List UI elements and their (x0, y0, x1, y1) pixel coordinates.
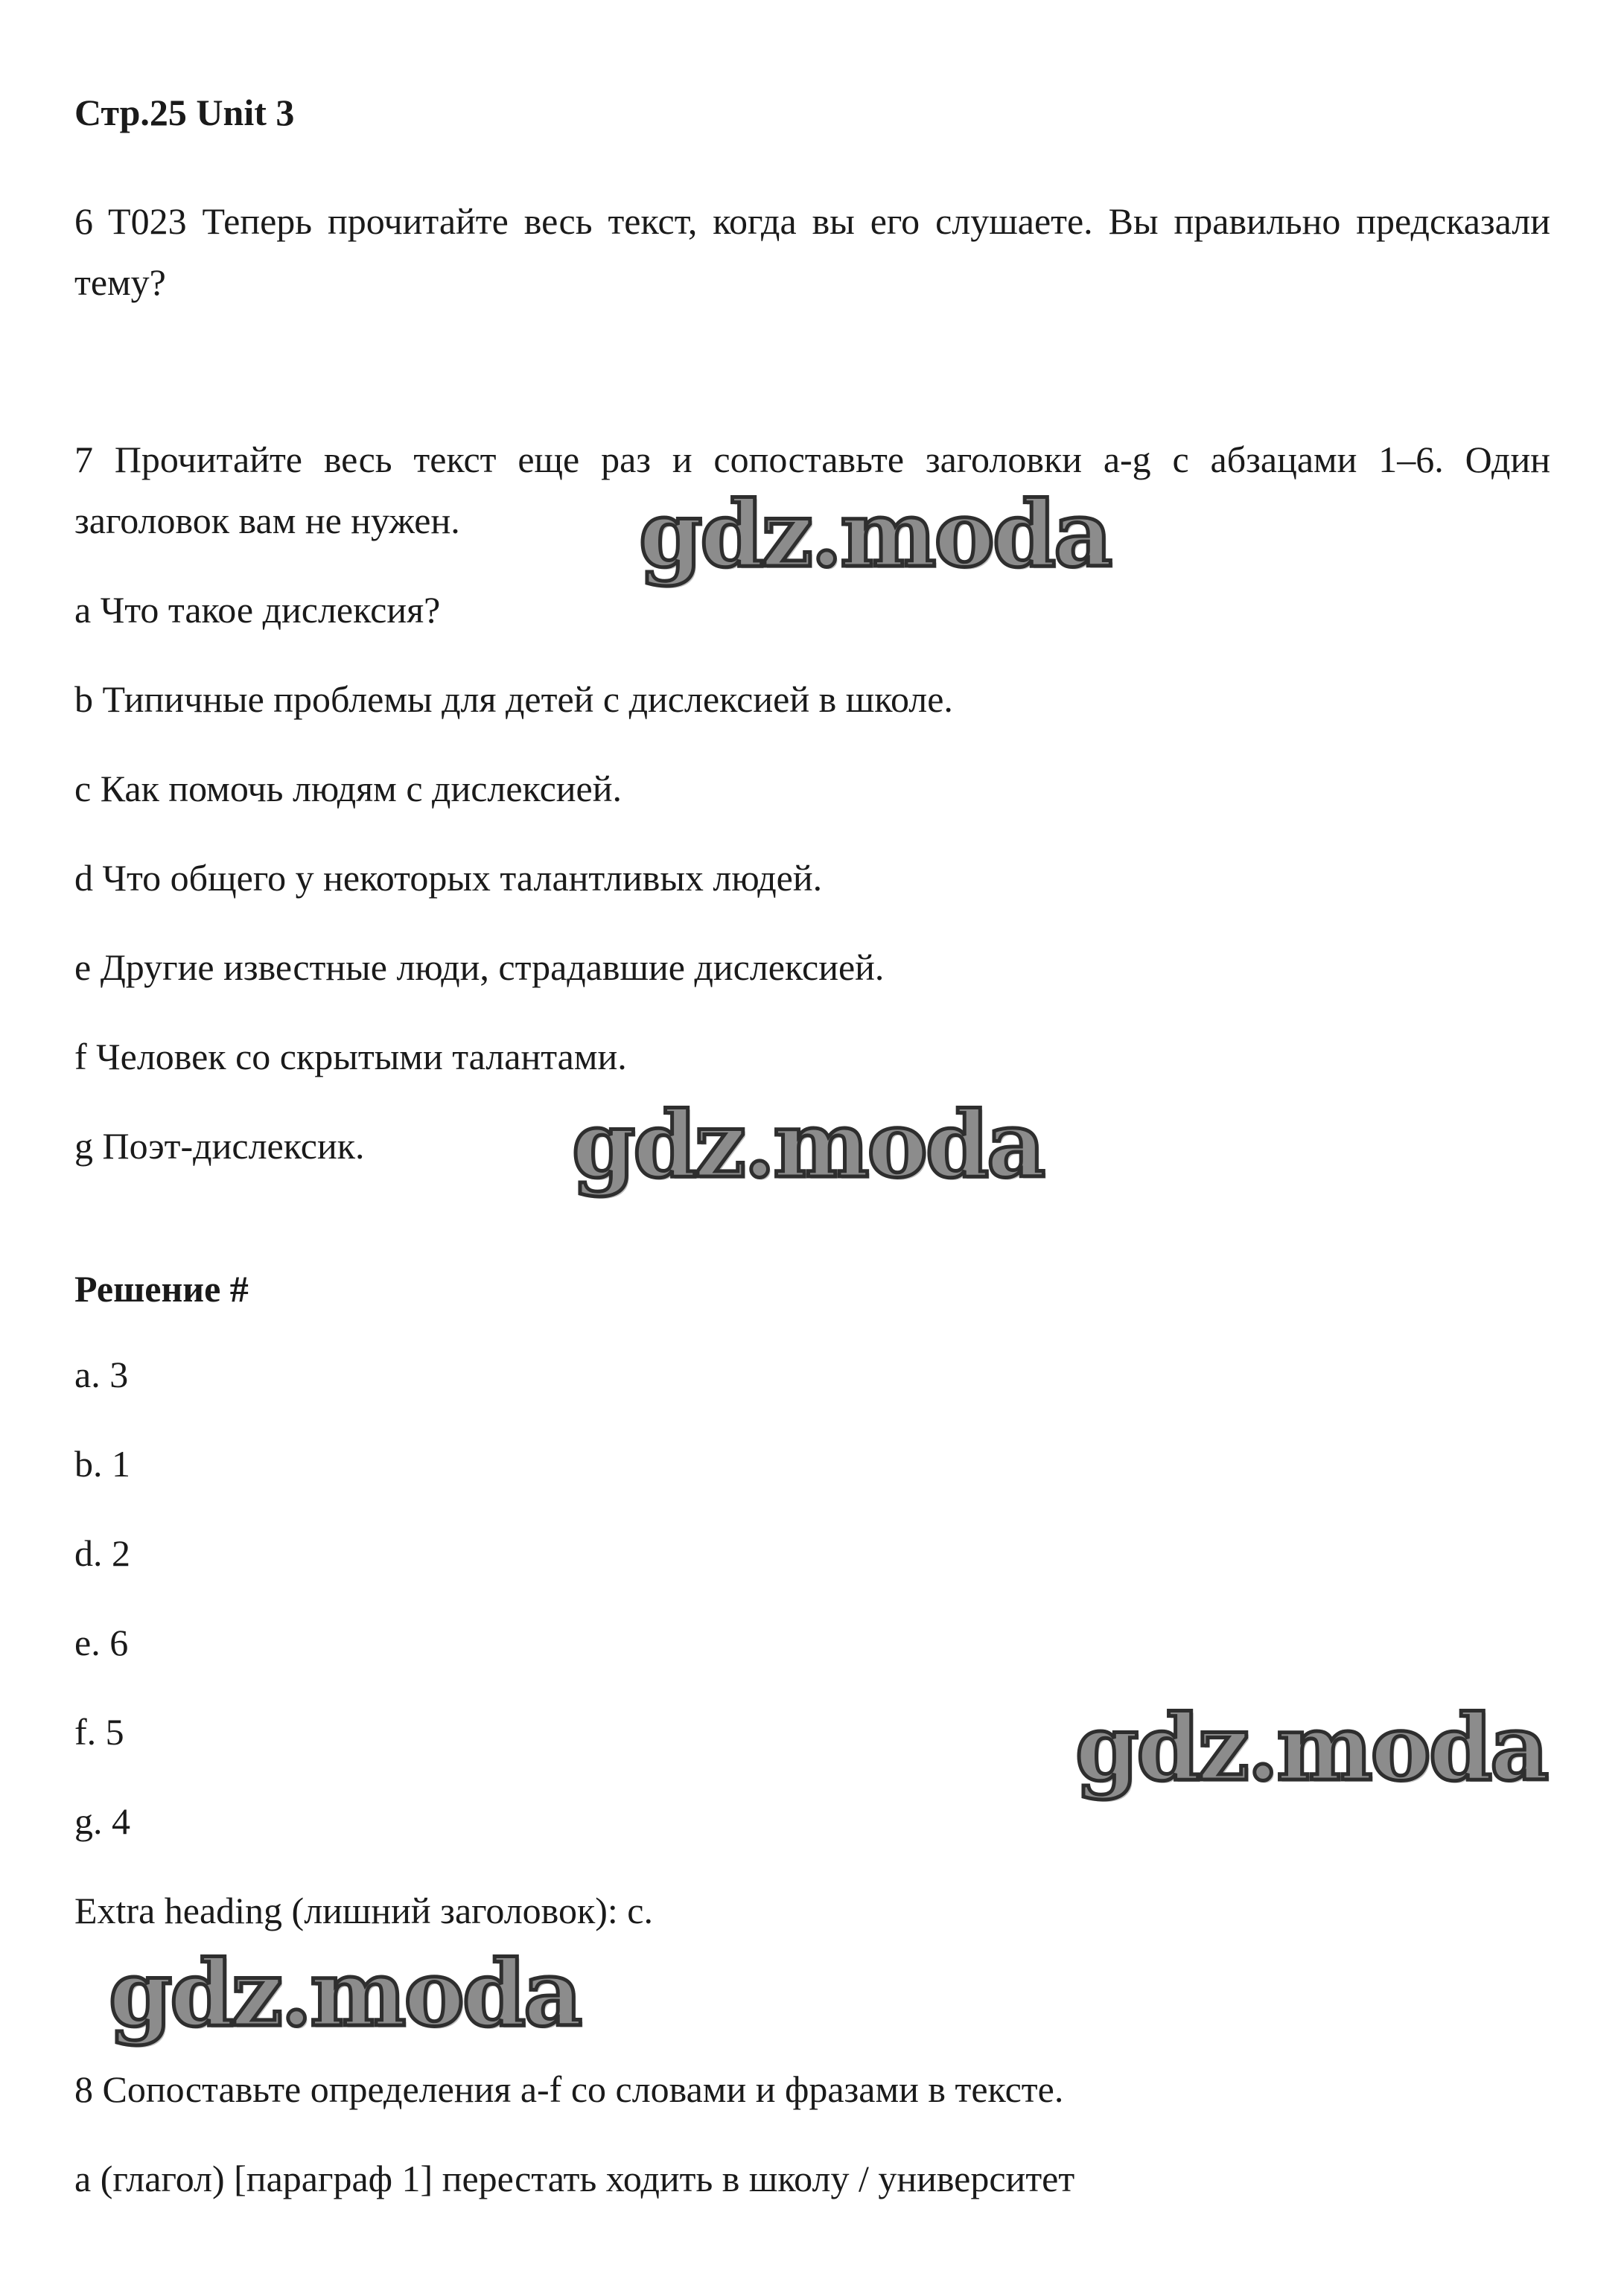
answer-f: f. 5 (74, 1711, 124, 1753)
answer-a: a. 3 (74, 1354, 129, 1395)
task-7-item-e: e Другие известные люди, страдавшие дислексией. (74, 946, 885, 988)
task-8-item-a: a (глагол) [параграф 1] перестать ходить в школу / университет (74, 2158, 1075, 2199)
watermark: gdz.moda (1075, 1694, 1547, 1801)
task-7-text: 7 Прочитайте весь текст еще раз и сопоставьте заголовки a-g с абзацами 1–6. Один заголовок вам не нужен. (74, 439, 1550, 541)
answer-g: g. 4 (74, 1800, 130, 1842)
task-7-item-d: d Что общего у некоторых талантливых людей. (74, 857, 823, 899)
task-6-text: 6 T023 Теперь прочитайте весь текст, когда вы его слушаете. Вы правильно предсказали тему? (74, 200, 1550, 303)
answer-e: e. 6 (74, 1622, 129, 1663)
extra-heading-answer: Extra heading (лишний заголовок): c. (74, 1890, 653, 1931)
task-8-text: 8 Сопоставьте определения a-f со словами и фразами в тексте. (74, 2068, 1064, 2110)
solution-heading: Решение # (74, 1268, 249, 1310)
task-7-item-g: g Поэт-дислексик. (74, 1125, 365, 1167)
watermark: gdz.moda (109, 1940, 581, 2047)
page-title: Стр.25 Unit 3 (74, 92, 295, 133)
answer-d: d. 2 (74, 1532, 130, 1574)
watermark: gdz.moda (639, 480, 1111, 587)
answer-b: b. 1 (74, 1443, 130, 1485)
task-7-item-a: a Что такое дислексия? (74, 589, 441, 631)
task-7-item-b: b Типичные проблемы для детей с дислексией в школе. (74, 678, 953, 720)
watermark: gdz.moda (572, 1091, 1044, 1198)
task-7-item-c: c Как помочь людям с дислексией. (74, 768, 622, 809)
task-7-item-f: f Человек со скрытыми талантами. (74, 1036, 627, 1077)
